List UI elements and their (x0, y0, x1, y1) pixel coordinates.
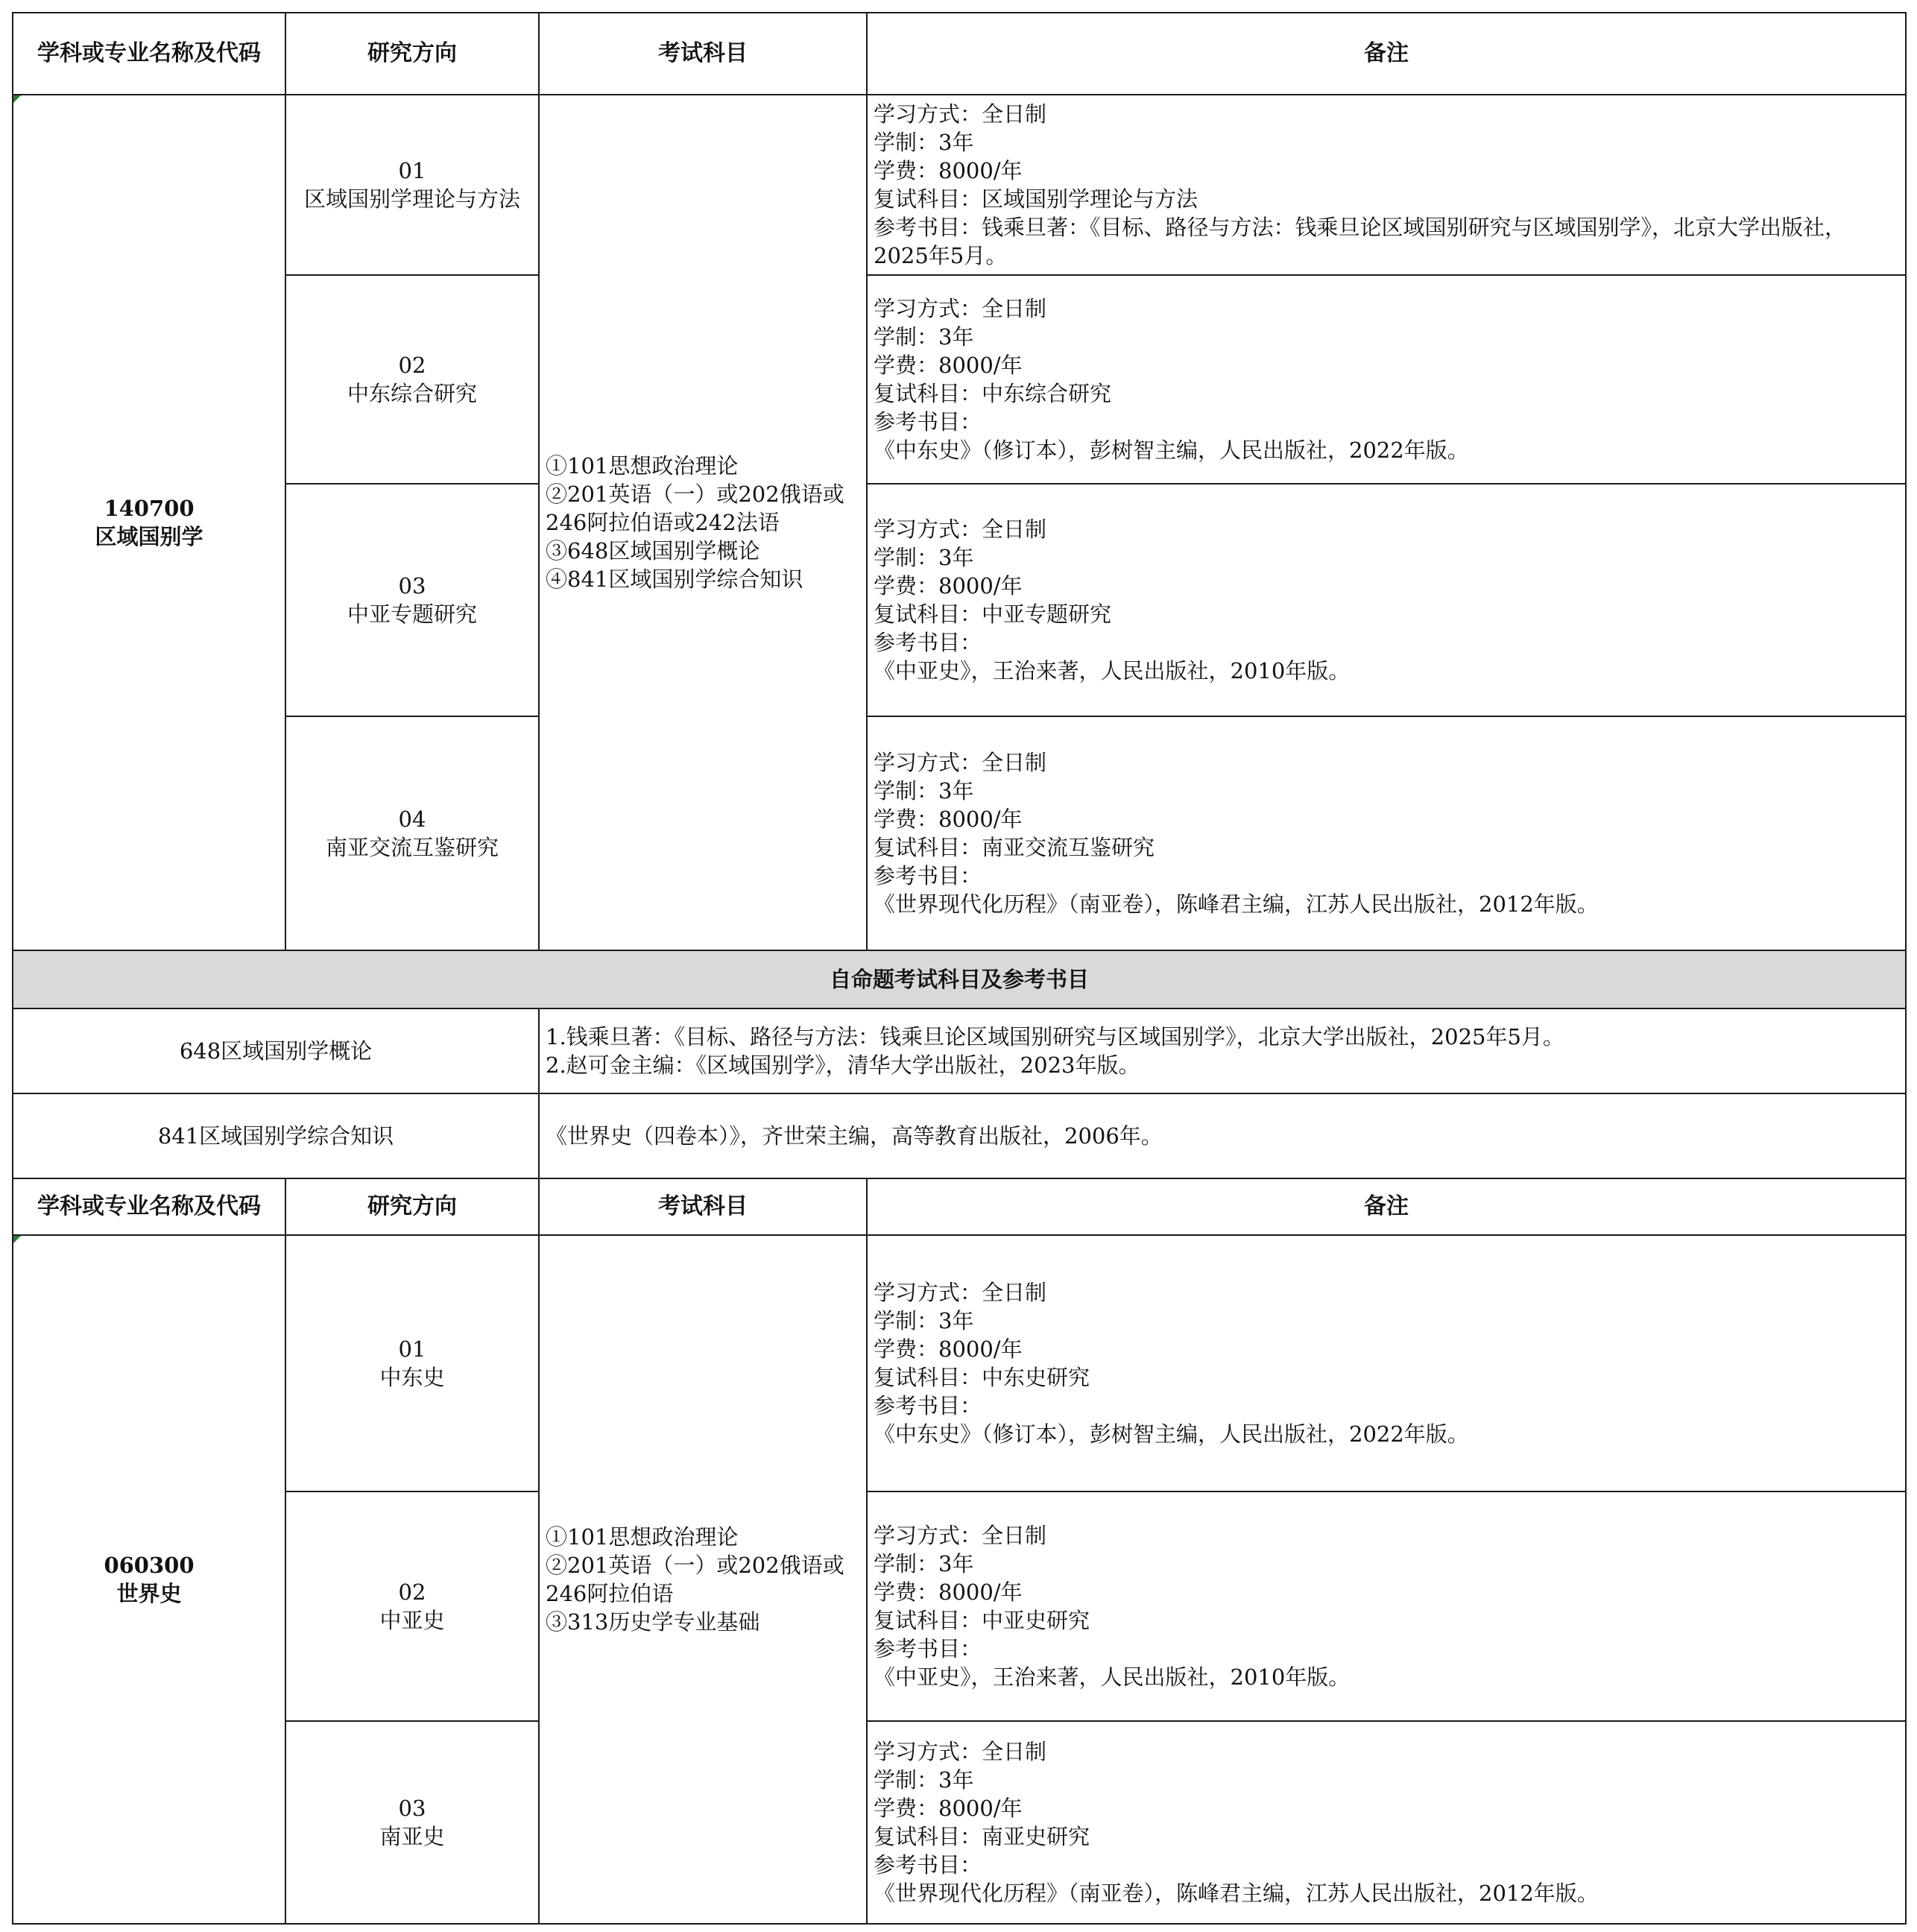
note-line: 学制：3年 (874, 1551, 974, 1576)
book-line: 《世界史（四卷本）》，齐世荣主编，高等教育出版社，2006年。 (546, 1123, 1163, 1149)
direction-name: 南亚史 (379, 1824, 445, 1849)
note-line: 参考书目： (874, 1393, 982, 1418)
direction-cell (285, 716, 539, 950)
major-code: 140700 (104, 496, 195, 521)
exam-subject: ③648区域国别学概论 (546, 538, 760, 564)
note-line: 学费：8000/年 (874, 158, 1023, 183)
table-row (13, 484, 1906, 716)
table-row (13, 716, 1906, 950)
header-notes: 备注 (867, 13, 1906, 95)
direction-name: 中亚专题研究 (347, 602, 477, 627)
note-line: 参考书目： (874, 409, 982, 435)
exam-subject: ①101思想政治理论 (546, 1524, 739, 1550)
direction-number: 04 (398, 806, 426, 832)
self-exam-books (539, 1008, 1906, 1093)
book-line: 2.赵可金主编：《区域国别学》，清华大学出版社，2023年版。 (546, 1052, 1140, 1078)
table-row (13, 1235, 1906, 1491)
note-line: 学制：3年 (874, 545, 974, 570)
note-line: 《中亚史》，王治来著，人民出版社，2010年版。 (874, 1664, 1351, 1690)
note-line: 复试科目：南亚交流互鉴研究 (874, 835, 1155, 860)
direction-number: 03 (398, 573, 426, 599)
direction-name: 区域国别学理论与方法 (303, 186, 520, 212)
note-line: 参考书目： (874, 863, 982, 888)
notes-cell (867, 95, 1906, 275)
table-row (13, 1491, 1906, 1721)
note-line: 《世界现代化历程》（南亚卷），陈峰君主编，江苏人民出版社，2012年版。 (874, 1881, 1599, 1906)
note-line: 学费：8000/年 (874, 353, 1023, 378)
note-line: 参考书目： (874, 630, 982, 655)
notes-cell (867, 484, 1906, 716)
header-major: 学科或专业名称及代码 (13, 13, 285, 95)
notes-cell (867, 716, 1906, 950)
notes-cell (867, 275, 1906, 484)
note-line: 学习方式：全日制 (874, 101, 1047, 127)
note-line: 学费：8000/年 (874, 806, 1023, 832)
section-title: 自命题考试科目及参考书目 (13, 950, 1906, 1008)
book-line: 1.钱乘旦著：《目标、路径与方法：钱乘旦论区域国别研究与区域国别学》，北京大学出版社，2025年5月。 (546, 1024, 1564, 1049)
direction-name: 中东综合研究 (347, 381, 477, 406)
note-line: 学费：8000/年 (874, 1336, 1023, 1362)
major-cell (13, 95, 285, 950)
direction-number: 03 (398, 1796, 426, 1821)
self-exam-books (539, 1093, 1906, 1178)
self-exam-subject: 648区域国别学概论 (13, 1008, 539, 1093)
exam-subject: ④841区域国别学综合知识 (546, 566, 803, 592)
direction-number: 01 (398, 1336, 426, 1362)
header-notes: 备注 (867, 1178, 1906, 1235)
note-line: 学制：3年 (874, 130, 974, 155)
table-row (13, 275, 1906, 484)
direction-cell (285, 275, 539, 484)
exam-subject: ①101思想政治理论 (546, 453, 739, 479)
table-row (13, 1008, 1906, 1093)
header-exam: 考试科目 (539, 1178, 867, 1235)
note-line: 复试科目：中亚专题研究 (874, 602, 1112, 627)
major-code: 060300 (104, 1553, 195, 1578)
direction-cell (285, 1235, 539, 1491)
note-line: 学费：8000/年 (874, 573, 1023, 599)
note-line: 《世界现代化历程》（南亚卷），陈峰君主编，江苏人民出版社，2012年版。 (874, 891, 1599, 917)
major-cell (13, 1235, 285, 1924)
table-row (13, 1721, 1906, 1924)
direction-number: 02 (398, 1579, 426, 1605)
self-exam-subject: 841区域国别学综合知识 (13, 1093, 539, 1178)
direction-number: 02 (398, 353, 426, 378)
direction-name: 中东史 (379, 1365, 445, 1390)
major-name: 区域国别学 (95, 524, 203, 549)
table-row (13, 95, 1906, 275)
notes-cell (867, 1235, 1906, 1491)
note-line: 复试科目：中东史研究 (874, 1365, 1090, 1390)
admissions-table (12, 12, 1907, 1925)
note-line: 参考书目： (874, 1636, 982, 1661)
header-major: 学科或专业名称及代码 (13, 1178, 285, 1235)
direction-cell (285, 1721, 539, 1924)
exam-subjects-cell (539, 1235, 867, 1924)
header-row (13, 1178, 1906, 1235)
note-line: 学习方式：全日制 (874, 750, 1047, 775)
note-line: 《中东史》（修订本），彭树智主编，人民出版社，2022年版。 (874, 1421, 1469, 1447)
exam-subjects-cell (539, 95, 867, 950)
note-line: 学制：3年 (874, 778, 974, 804)
note-line: 学制：3年 (874, 1308, 974, 1333)
exam-subject: ②201英语（一）或202俄语或246阿拉伯语 (546, 1553, 844, 1606)
direction-cell (285, 95, 539, 275)
notes-cell (867, 1721, 1906, 1924)
direction-number: 01 (398, 158, 426, 183)
direction-cell (285, 484, 539, 716)
direction-name: 中亚史 (379, 1608, 445, 1633)
note-line: 《中亚史》，王治来著，人民出版社，2010年版。 (874, 658, 1351, 684)
note-line: 学制：3年 (874, 324, 974, 350)
notes-cell (867, 1491, 1906, 1721)
table-row (13, 1093, 1906, 1178)
header-row (13, 13, 1906, 95)
major-name: 世界史 (116, 1581, 182, 1606)
note-line: 学费：8000/年 (874, 1579, 1023, 1605)
note-line: 学费：8000/年 (874, 1796, 1023, 1821)
note-line: 学习方式：全日制 (874, 517, 1047, 542)
header-direction: 研究方向 (285, 1178, 539, 1235)
exam-subject: ③313历史学专业基础 (546, 1609, 760, 1635)
note-line: 复试科目：中亚史研究 (874, 1608, 1090, 1633)
note-line: 学习方式：全日制 (874, 1280, 1047, 1305)
note-line: 复试科目：南亚史研究 (874, 1824, 1090, 1849)
header-direction: 研究方向 (285, 13, 539, 95)
direction-cell (285, 1491, 539, 1721)
note-line: 复试科目：中东综合研究 (874, 381, 1112, 406)
section-title-row (13, 950, 1906, 1008)
note-line: 学习方式：全日制 (874, 1523, 1047, 1548)
note-line: 参考书目：钱乘旦著：《目标、路径与方法：钱乘旦论区域国别研究与区域国别学》，北京大学出版社，2025年5月。 (874, 215, 1847, 268)
exam-subject: ②201英语（一）或202俄语或246阿拉伯语或242法语 (546, 482, 844, 535)
note-line: 复试科目：区域国别学理论与方法 (874, 186, 1198, 212)
note-line: 学习方式：全日制 (874, 1739, 1047, 1764)
header-exam: 考试科目 (539, 13, 867, 95)
note-line: 《中东史》（修订本），彭树智主编，人民出版社，2022年版。 (874, 438, 1469, 463)
note-line: 学习方式：全日制 (874, 296, 1047, 321)
direction-name: 南亚交流互鉴研究 (325, 835, 499, 860)
note-line: 参考书目： (874, 1852, 982, 1878)
note-line: 学制：3年 (874, 1767, 974, 1793)
